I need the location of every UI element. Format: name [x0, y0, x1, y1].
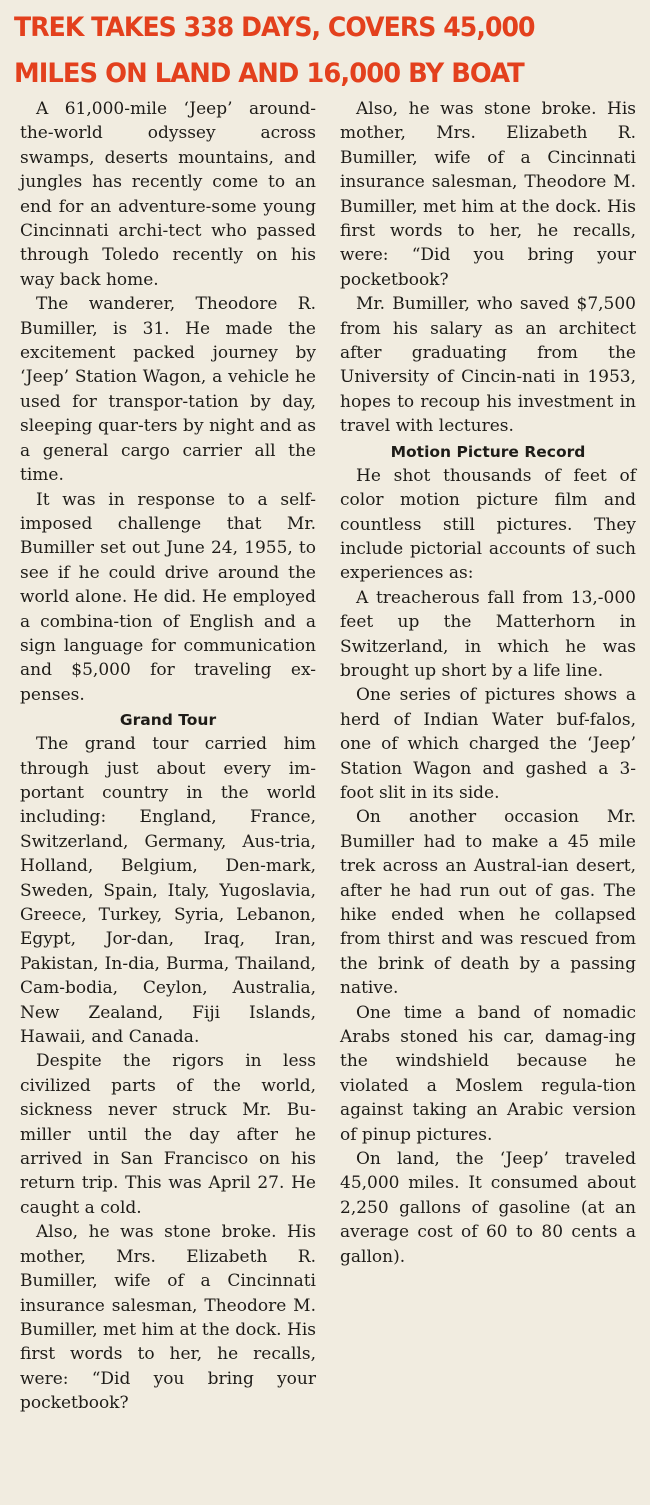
subhead-grand-tour: Grand Tour — [119, 711, 217, 730]
subhead-motion-picture-record: Motion Picture Record — [390, 442, 586, 461]
paragraph: A 61,000-mile ‘Jeep’ around-the-world odyssey across swamps, deserts mountains, and jungles has recently come to an end for an adventure-some young Cincinnati archi-tect who passed through Toledo recently on his way back home. — [20, 99, 316, 290]
paragraph: Despite the rigors in less civilized parts of the world, sickness never struck Mr. Bu-miller until the day after he arrived in San Francisco on his return trip. This was April 27. He caught a cold. — [20, 1051, 316, 1218]
paragraph: The grand tour carried him through just about every im-portant country in the world including: England, France, Switzerland, Germany, Aus-tria, Holland, Belgium, Den-mark, Sweden, Spain, Italy, Yugoslavia, Greece, Turkey, Syria, Lebanon, Egypt, Jor-dan, Iraq, Iran, Pakistan, In-dia, Burma, Thailand, Cam-bodia, Ceylon, Australia, New Zealand, Fiji Islands, Hawaii, and Canada. — [20, 734, 316, 1048]
paragraph: It was in response to a self-imposed challenge that Mr. Bumiller set out June 24, 1955, to see if he could drive around the world alone. He did. He employed a combina-tion of English and a sign language for communication and $5,000 for traveling ex-penses. — [20, 489, 316, 705]
paragraph: One time a band of nomadic Arabs stoned his car, damag-ing the windshield because he violated a Moslem regula-tion against taking an Arabic version of pinup pictures. — [340, 1002, 636, 1145]
paragraph: Also, he was stone broke. His mother, Mrs. Elizabeth R. Bumiller, wife of a Cincinnati insurance salesman, Theodore M. Bumiller, met him at the dock. His first words to her, he recalls, were: “Did you bring your pocketbook? — [20, 1222, 316, 1414]
paragraph: A treacherous fall from 13,-000 feet up the Matterhorn in Switzerland, in which he was brought up short by a life line. — [340, 587, 636, 681]
paragraph: The wanderer, Theodore R. Bumiller, is 31. He made the excitement packed journey by ‘Jeep’ Station Wagon, a vehicle he used for transpor-tation by day, sleeping quar-ters by night and as a general cargo carrier all the time. — [20, 294, 316, 486]
left-column — [20, 97, 316, 1416]
right-column — [340, 97, 636, 1269]
headline — [0, 0, 650, 100]
headline-line-2: MILES ON LAND AND 16,000 BY BOAT — [14, 58, 524, 89]
paragraph: On another occasion Mr. Bumiller had to make a 45 mile trek across an Austral-ian desert, after he had run out of gas. The hike ended when he collapsed from thirst and was rescued from the brink of death by a passing native. — [340, 807, 636, 999]
paragraph: He shot thousands of feet of color motion picture film and countless still pictures. They include pictorial accounts of such experiences as: — [340, 465, 636, 584]
paragraph: Also, he was stone broke. His mother, Mrs. Elizabeth R. Bumiller, wife of a Cincinnati insurance salesman, Theodore M. Bumiller, met him at the dock. His first words to her, he recalls, were: “Did you bring your pocketbook? — [340, 99, 636, 290]
paragraph: On land, the ‘Jeep’ traveled 45,000 miles. It consumed about 2,250 gallons of gasoline (at an average cost of 60 to 80 cents a gallon). — [340, 1149, 636, 1267]
paragraph: Mr. Bumiller, who saved $7,500 from his salary as an architect after graduating from the University of Cincin-nati in 1953, hopes to recoup his investment in travel with lectures. — [340, 294, 636, 437]
headline-line-1: TREK TAKES 338 DAYS, COVERS 45,000 — [14, 12, 535, 43]
paragraph: One series of pictures shows a herd of Indian Water buf-falos, one of which charged the ‘Jeep’ Station Wagon and gashed a 3-foot slit in its side. — [340, 685, 636, 803]
